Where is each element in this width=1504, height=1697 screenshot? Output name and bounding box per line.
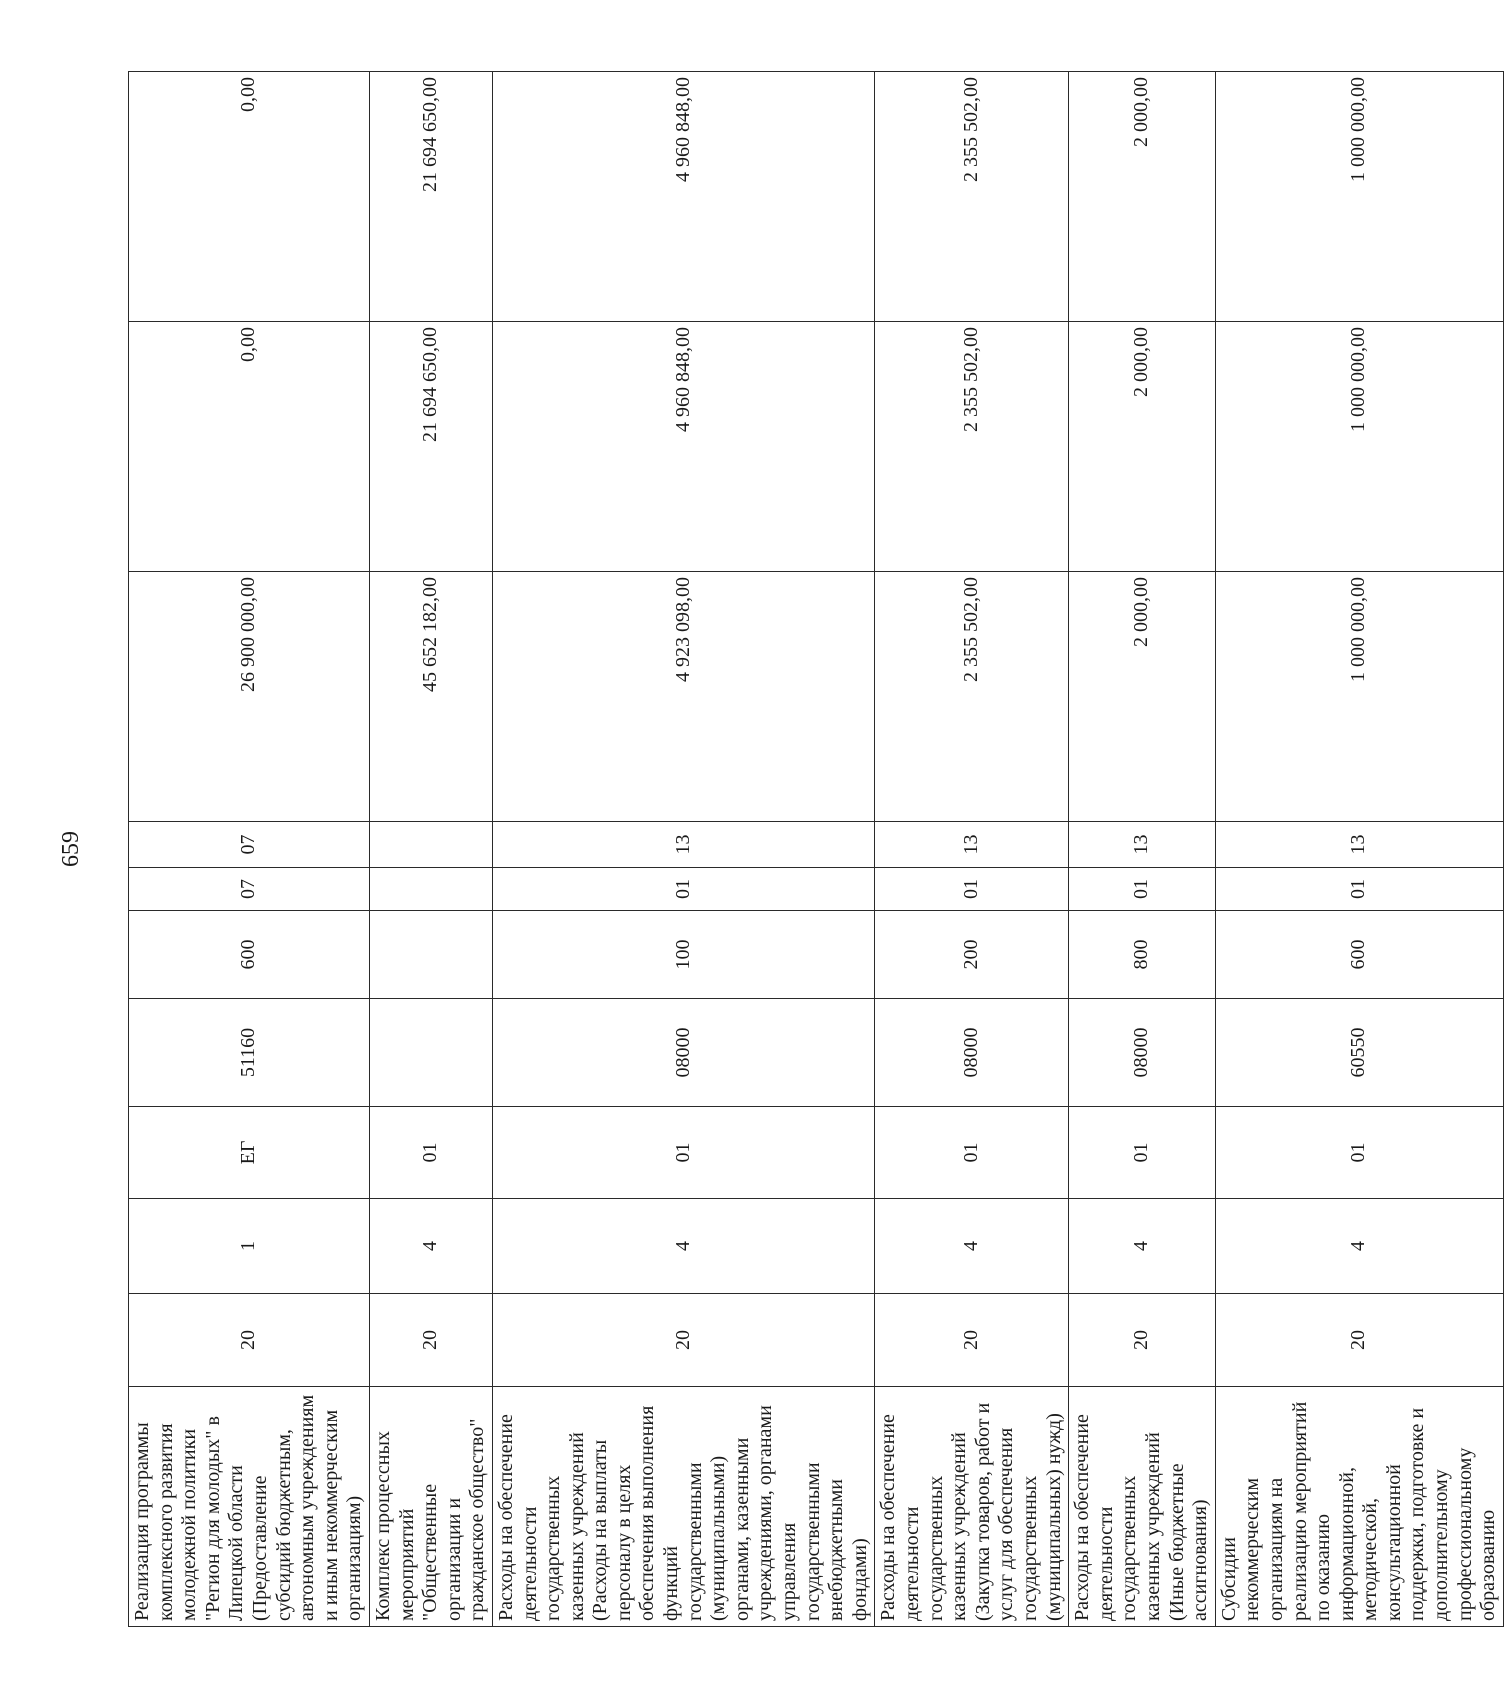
code-3: 01 [1069, 1107, 1216, 1199]
code-1: 20 [1215, 1294, 1503, 1387]
code-7: 13 [1069, 822, 1216, 868]
code-5 [369, 911, 492, 999]
table-row [875, 72, 1069, 1627]
amount-1: 4 923 098,00 [492, 572, 875, 822]
code-1: 20 [875, 1294, 1069, 1387]
row-name: Субсидии некоммерческим организациям на реализацию мероприятий по оказанию информационной, методической, консультационной поддержки, подготовке и дополнительному профессиональному образованию [1215, 1387, 1503, 1627]
row-name: Расходы на обеспечение деятельности государственных казенных учреждений (Расходы на выплаты персоналу в целях обеспечения выполнения функций государственными (муниципальными) органами, казенными учреждениями, органами управления государственными внебюджетными фондами) [492, 1387, 875, 1627]
row-name: Расходы на обеспечение деятельности государственных казенных учреждений (Закупка товаров, работ и услуг для обеспечения государственных (муниципальных) нужд) [875, 1387, 1069, 1627]
code-6: 01 [1069, 868, 1216, 911]
table-row [492, 72, 875, 1627]
amount-1: 26 900 000,00 [129, 572, 370, 822]
amount-1: 1 000 000,00 [1215, 572, 1503, 822]
code-2: 4 [369, 1199, 492, 1294]
code-4: 60550 [1215, 999, 1503, 1107]
amount-3: 4 960 848,00 [492, 72, 875, 322]
code-3: 01 [369, 1107, 492, 1199]
code-2: 4 [492, 1199, 875, 1294]
code-7: 07 [129, 822, 370, 868]
amount-3: 2 000,00 [1069, 72, 1216, 322]
code-3: 01 [875, 1107, 1069, 1199]
code-7 [369, 822, 492, 868]
code-7: 13 [492, 822, 875, 868]
code-6: 01 [492, 868, 875, 911]
page-number: 659 [58, 831, 84, 867]
row-name: Расходы на обеспечение деятельности государственных казенных учреждений (Иные бюджетные ассигнования) [1069, 1387, 1216, 1627]
code-2: 1 [129, 1199, 370, 1294]
amount-3: 21 694 650,00 [369, 72, 492, 322]
amount-3: 2 355 502,00 [875, 72, 1069, 322]
code-6: 01 [1215, 868, 1503, 911]
amount-2: 4 960 848,00 [492, 322, 875, 572]
code-6 [369, 868, 492, 911]
code-4: 51160 [129, 999, 370, 1107]
code-5: 600 [1215, 911, 1503, 999]
code-3: 01 [492, 1107, 875, 1199]
table-row [129, 72, 370, 1627]
code-1: 20 [492, 1294, 875, 1387]
amount-2: 0,00 [129, 322, 370, 572]
amount-2: 2 000,00 [1069, 322, 1216, 572]
amount-3: 0,00 [129, 72, 370, 322]
code-7: 13 [1215, 822, 1503, 868]
code-2: 4 [875, 1199, 1069, 1294]
amount-2: 21 694 650,00 [369, 322, 492, 572]
amount-2: 2 355 502,00 [875, 322, 1069, 572]
amount-3: 1 000 000,00 [1215, 72, 1503, 322]
code-5: 200 [875, 911, 1069, 999]
code-5: 600 [129, 911, 370, 999]
code-2: 4 [1069, 1199, 1216, 1294]
code-2: 4 [1215, 1199, 1503, 1294]
code-5: 800 [1069, 911, 1216, 999]
code-1: 20 [129, 1294, 370, 1387]
code-4: 08000 [1069, 999, 1216, 1107]
code-4 [369, 999, 492, 1107]
row-name: Реализация программы комплексного развития молодежной политики "Регион для молодых" в Липецкой области (Предоставление субсидий бюджетным, автономным учреждениям и иным некоммерческим организациям) [129, 1387, 370, 1627]
row-name: Комплекс процессных мероприятий "Общественные организации и гражданское общество" [369, 1387, 492, 1627]
code-5: 100 [492, 911, 875, 999]
table-row [369, 72, 492, 1627]
code-4: 08000 [492, 999, 875, 1107]
amount-2: 1 000 000,00 [1215, 322, 1503, 572]
code-6: 01 [875, 868, 1069, 911]
code-1: 20 [1069, 1294, 1216, 1387]
code-3: ЕГ [129, 1107, 370, 1199]
amount-1: 45 652 182,00 [369, 572, 492, 822]
code-4: 08000 [875, 999, 1069, 1107]
code-1: 20 [369, 1294, 492, 1387]
amount-1: 2 355 502,00 [875, 572, 1069, 822]
amount-1: 2 000,00 [1069, 572, 1216, 822]
code-6: 07 [129, 868, 370, 911]
table-row [1069, 72, 1216, 1627]
code-7: 13 [875, 822, 1069, 868]
budget-table [128, 71, 1504, 1627]
code-3: 01 [1215, 1107, 1503, 1199]
table-row [1215, 72, 1503, 1627]
